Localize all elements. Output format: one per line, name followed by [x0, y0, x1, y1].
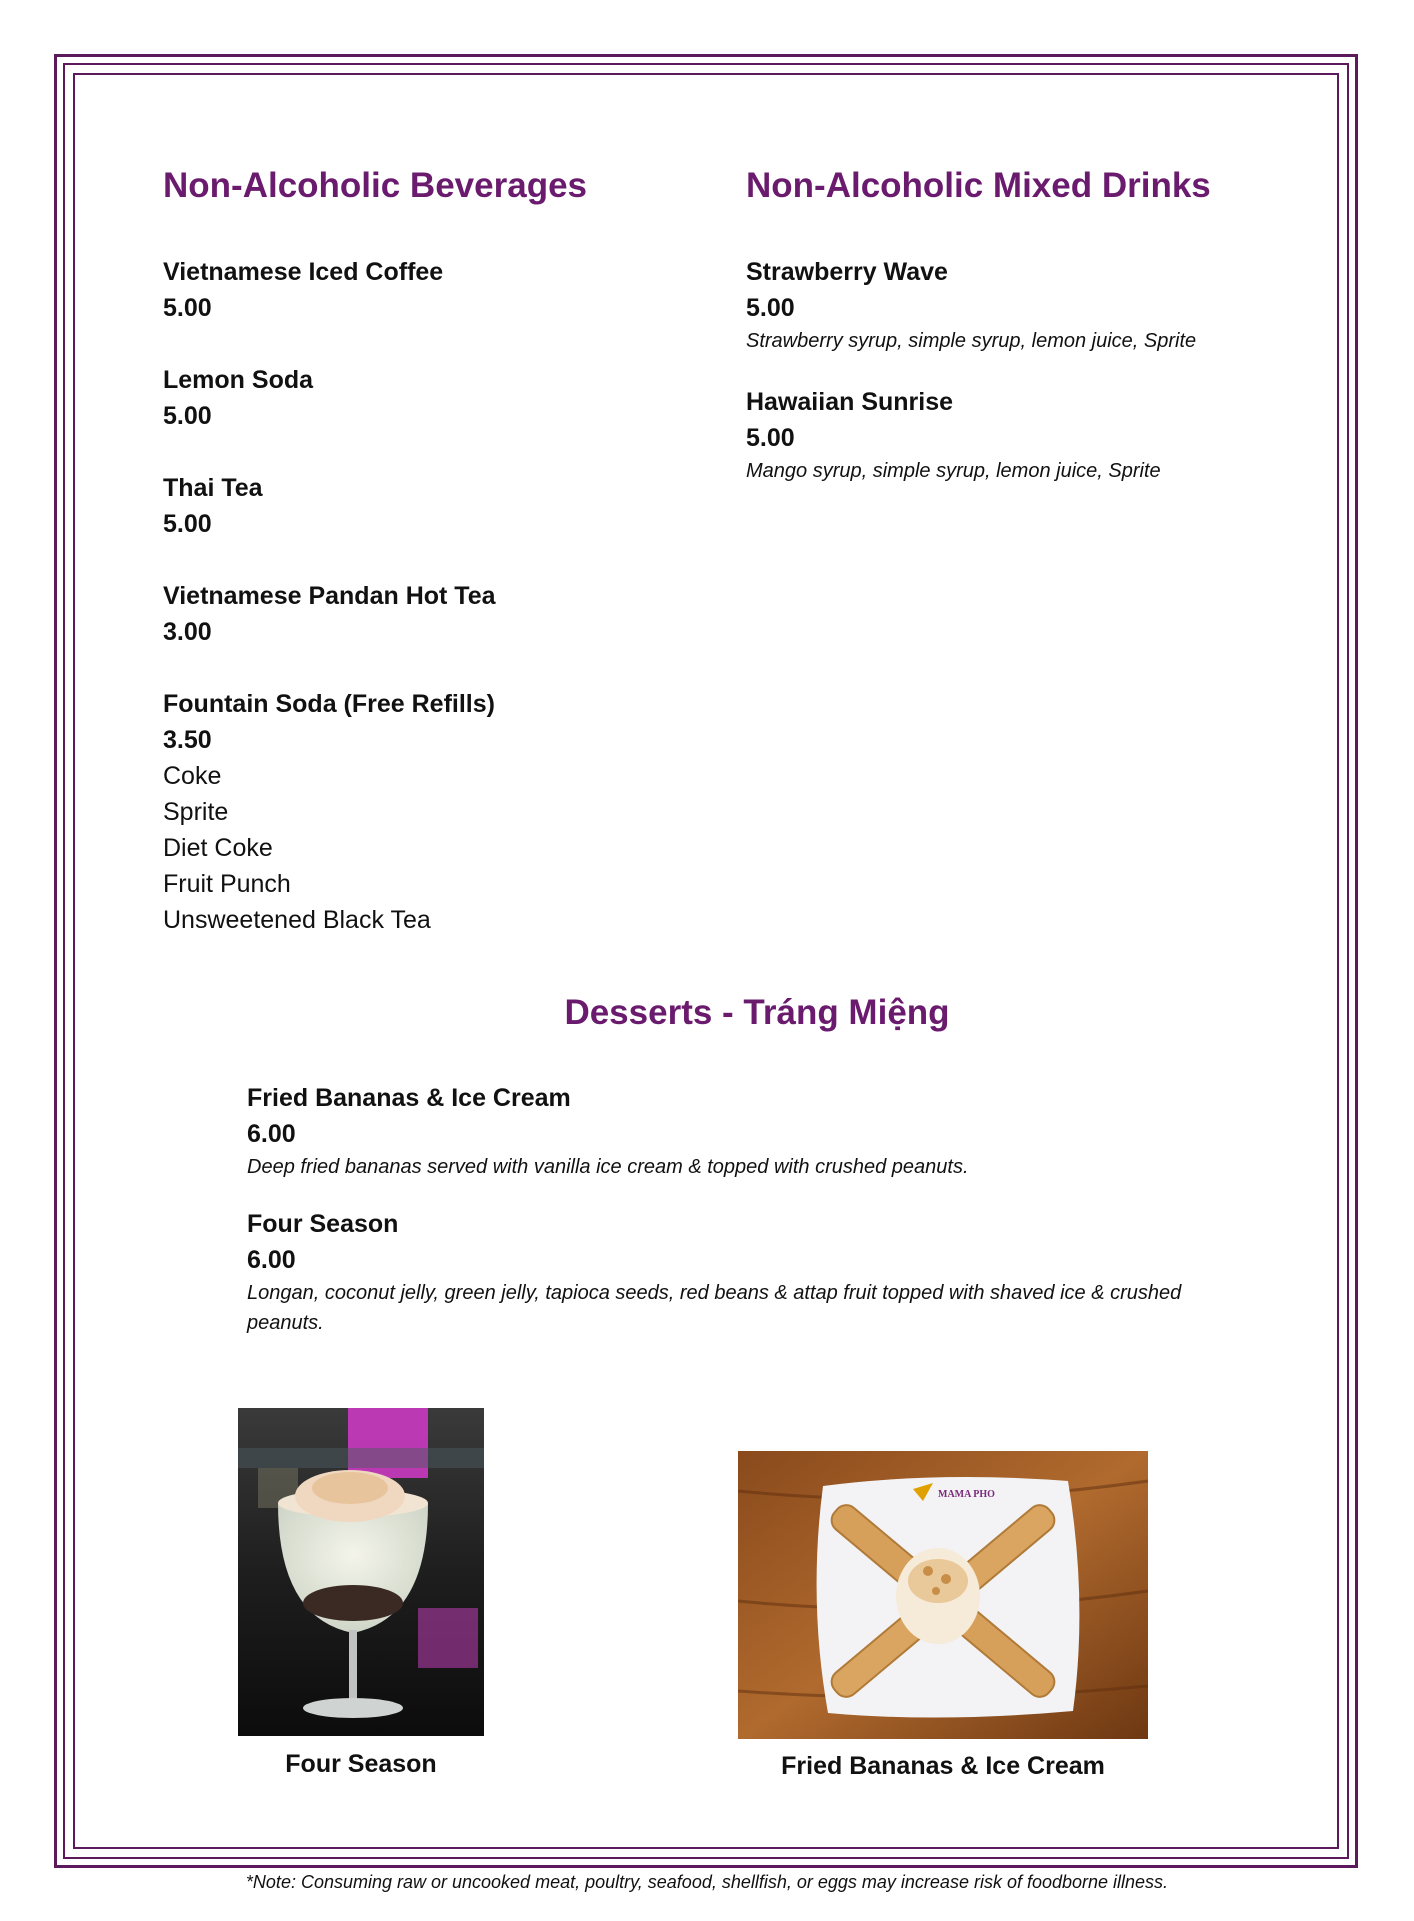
menu-item	[163, 578, 683, 650]
menu-item	[163, 254, 683, 326]
item-description: Strawberry syrup, simple syrup, lemon juice, Sprite	[746, 330, 1197, 352]
soda-option: Coke	[163, 762, 222, 790]
plate-logo-text: MAMA PHO	[938, 1489, 995, 1500]
beverages-heading: Non-Alcoholic Beverages	[163, 166, 587, 205]
mixed-drinks-list	[746, 254, 1306, 522]
desserts-heading: Desserts - Tráng Miệng	[564, 993, 950, 1032]
soda-option: Fruit Punch	[163, 870, 291, 898]
item-price: 5.00	[163, 402, 212, 430]
four-season-photo	[238, 1408, 484, 1736]
menu-item	[746, 254, 1306, 356]
item-description: Mango syrup, simple syrup, lemon juice, Sprite	[746, 460, 1161, 482]
item-price: 3.00	[163, 618, 212, 646]
item-name: Strawberry Wave	[746, 258, 948, 286]
menu-item	[247, 1206, 1247, 1338]
item-name: Hawaiian Sunrise	[746, 388, 954, 416]
food-safety-note: *Note: Consuming raw or uncooked meat, poultry, seafood, shellfish, or eggs may increase risk of foodborne illness.	[245, 1872, 1169, 1892]
mixed-drinks-heading: Non-Alcoholic Mixed Drinks	[746, 166, 1211, 205]
item-name: Four Season	[247, 1210, 399, 1238]
soda-options	[163, 758, 683, 938]
item-description: Longan, coconut jelly, green jelly, tapioca seeds, red beans & attap fruit topped with shaved ice & crushed peanuts.	[247, 1282, 1182, 1334]
four-season-caption: Four Season	[285, 1750, 437, 1778]
soda-option: Diet Coke	[163, 834, 273, 862]
menu-item	[163, 470, 683, 542]
beverages-list	[163, 254, 683, 974]
fried-bananas-photo	[738, 1451, 1148, 1739]
fried-bananas-caption: Fried Bananas & Ice Cream	[781, 1752, 1105, 1780]
item-name: Lemon Soda	[163, 366, 314, 394]
item-name: Vietnamese Pandan Hot Tea	[163, 582, 496, 610]
item-name: Fried Bananas & Ice Cream	[247, 1084, 571, 1112]
item-name: Vietnamese Iced Coffee	[163, 258, 444, 286]
menu-item	[163, 686, 683, 938]
item-price: 5.00	[746, 424, 795, 452]
menu-item	[247, 1080, 1247, 1182]
item-name: Fountain Soda (Free Refills)	[163, 690, 495, 718]
item-name: Thai Tea	[163, 474, 263, 502]
soda-option: Unsweetened Black Tea	[163, 906, 431, 934]
item-price: 5.00	[163, 294, 212, 322]
item-price: 3.50	[163, 726, 212, 754]
desserts-list	[247, 1080, 1247, 1362]
soda-option: Sprite	[163, 798, 229, 826]
item-price: 6.00	[247, 1120, 296, 1148]
menu-item	[746, 384, 1306, 486]
item-price: 5.00	[163, 510, 212, 538]
item-price: 5.00	[746, 294, 795, 322]
item-description: Deep fried bananas served with vanilla ice cream & topped with crushed peanuts.	[247, 1156, 969, 1178]
menu-item	[163, 362, 683, 434]
item-price: 6.00	[247, 1246, 296, 1274]
